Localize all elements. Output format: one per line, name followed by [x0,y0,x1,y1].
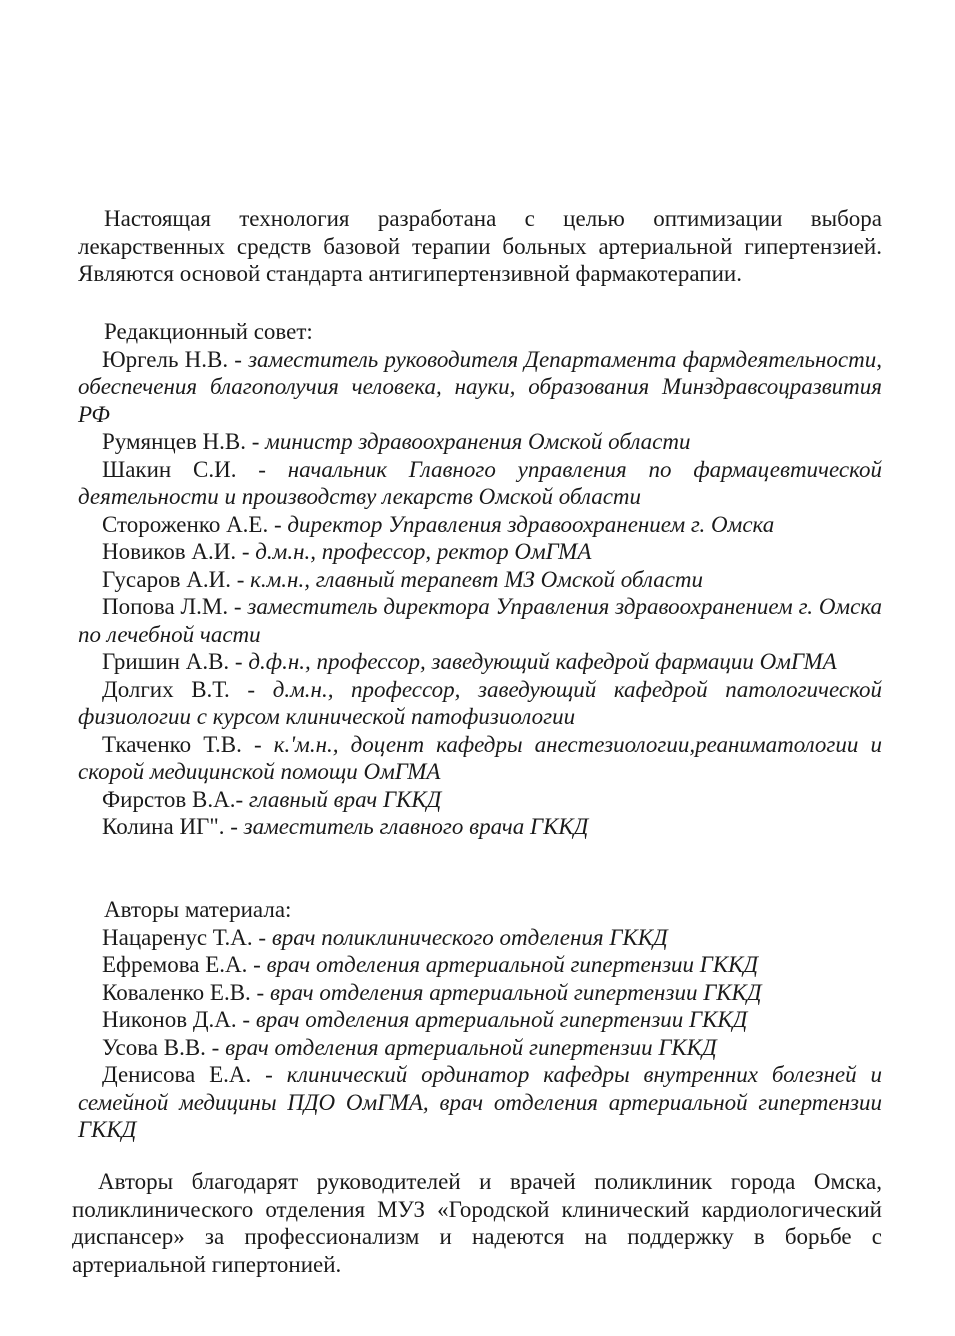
author-entry [78,1006,882,1034]
member-role: д.м.н., профессор, заведующий кафедрой патологической физиологии с курсом клинической патофизиологии [78,676,883,729]
intro-section [78,205,882,288]
board-member [78,566,882,594]
author-name: Никонов Д.А. - [102,1007,251,1032]
member-name: Юргель Н.В. - [102,346,242,372]
member-role: к.м.н., главный терапевт МЗ Омской области [250,566,704,592]
author-entry [78,924,882,952]
author-entry [78,1061,882,1144]
member-role: директор Управления здравоохранением г. Омска [287,511,775,537]
author-role: врач отделения артериальной гипертензии ГККД [266,952,759,977]
member-name: Фирстов В.А.- [102,786,244,812]
member-name: Гусаров А.И. - [102,566,245,592]
board-member [78,456,882,511]
board-member [78,538,882,566]
author-name: Ефремова Е.А. - [102,952,261,977]
editorial-board-heading: Редакционный совет: [104,319,313,344]
board-member [78,786,882,814]
board-member [78,428,882,456]
author-entry [78,979,882,1007]
board-member [78,346,882,429]
member-role: заместитель главного врача ГККД [243,814,589,839]
board-member [78,593,882,648]
author-role: врач отделения артериальной гипертензии ГККД [269,979,762,1005]
member-role: заместитель руководителя Департамента фармдеятельности, обеспечения благополучия человека, науки, образования Минздравсоцразвития РФ [78,346,882,427]
member-name: Ткаченко Т.В. - [102,731,262,757]
member-role: главный врач ГККД [248,786,442,812]
member-role: д.м.н., профессор, ректор ОмГМА [255,539,592,564]
member-role: заместитель директора Управления здравоохранением г. Омска по лечебной части [78,594,883,647]
member-name: Колина ИГ". - [102,814,238,839]
member-name: Стороженко А.Е. - [102,511,282,537]
board-member [78,731,882,786]
member-name: Попова Л.М. - [102,594,242,619]
acknowledgement-section [72,1168,882,1278]
author-entry [78,1034,882,1062]
author-entry [78,951,882,979]
member-role: к.'м.н., доцент кафедры анестезиологии,реаниматологии и скорой медицинской помощи ОмГМА [78,731,883,784]
member-role: начальник Главного управления по фармацевтической деятельности и производству лекарств Омской области [78,456,883,509]
board-member [78,813,882,841]
author-role: врач отделения артериальной гипертензии ГККД [225,1034,717,1060]
author-name: Коваленко Е.В. - [102,979,265,1005]
author-role: клинический ординатор кафедры внутренних болезней и семейной медицины ПДО ОмГМА, врач отделения артериальной гипертензии ГККД [78,1062,882,1142]
authors-heading: Авторы материала: [104,897,292,922]
member-name: Новиков А.И. - [102,539,250,564]
author-role: врач отделения артериальной гипертензии ГККД [255,1007,748,1032]
board-member [78,676,882,731]
intro-paragraph: Настоящая технология разработана с целью оптимизации выбора лекарственных средств базовой терапии больных артериальной гипертензией. Являются основой стандарта антигипертензивной фармакотерапии. [78,206,882,286]
member-name: Долгих В.Т. - [102,676,256,702]
author-name: Нацаренус Т.А. - [102,924,267,950]
author-role: врач поликлинического отделения ГККД [271,924,668,950]
acknowledgement-paragraph: Авторы благодарят руководителей и врачей поликлиник города Омска, поликлинического отделения МУЗ «Городской клинический кардиологический диспансер» за профессионализм и надеются на поддержку в борьбе с артериальной гипертонией. [72,1169,882,1277]
member-name: Гришин А.В. - [102,649,243,674]
member-role: министр здравоохранения Омской области [265,429,691,454]
member-name: Румянцев Н.В. - [102,429,260,454]
authors-section [78,896,882,1144]
member-name: Шакин С.И. - [102,456,266,482]
author-name: Усова В.В. - [102,1034,220,1060]
board-member [78,648,882,676]
member-role: д.ф.н., профессор, заведующий кафедрой фармации ОмГМА [248,649,837,674]
author-name: Денисова Е.А. - [102,1062,273,1087]
board-member [78,511,882,539]
editorial-board-section [78,318,882,841]
